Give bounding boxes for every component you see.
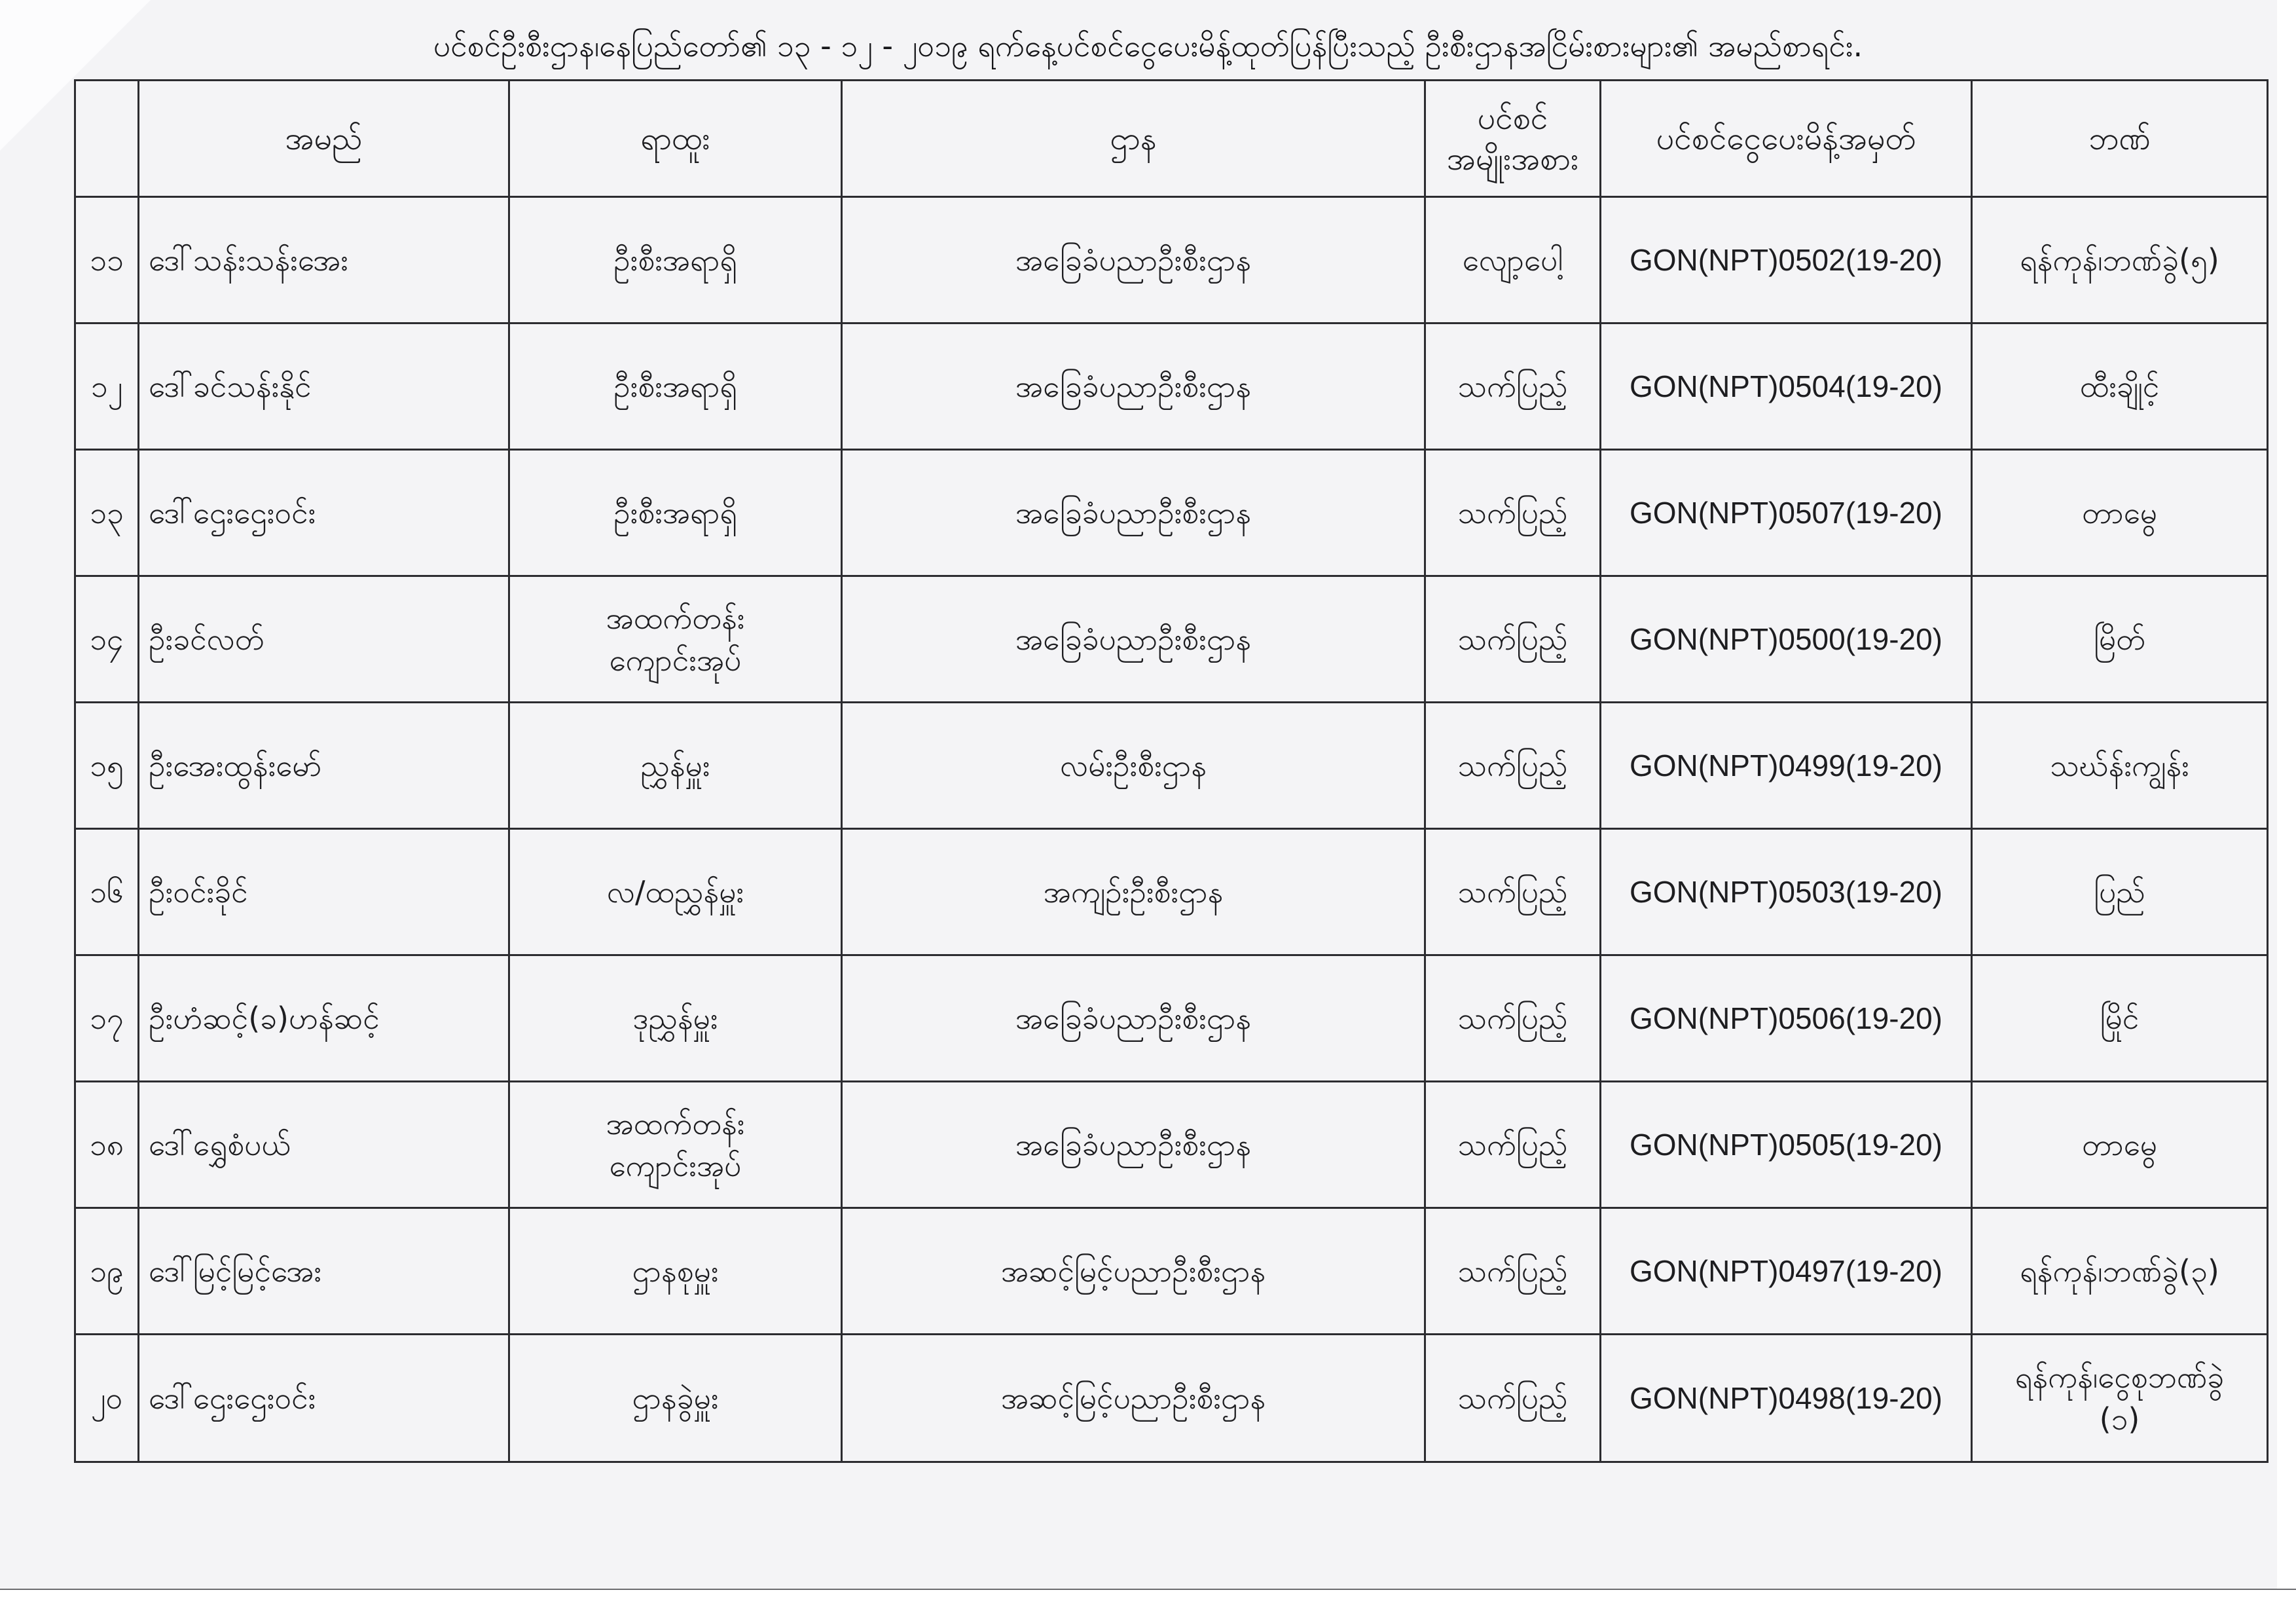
- cell-pension-type: သက်ပြည့်: [1425, 1335, 1601, 1462]
- cell-division: မြိုင်: [1972, 955, 2268, 1082]
- cell-rank: ဦးစီးအရာရှိ: [509, 450, 842, 576]
- cell-department: အခြေခံပညာဦးစီးဌာန: [842, 955, 1425, 1082]
- cell-pension-type: လျော့ပေါ့: [1425, 197, 1601, 323]
- cell-department: အခြေခံပညာဦးစီးဌာန: [842, 450, 1425, 576]
- cell-division: တာမွေ: [1972, 1082, 2268, 1208]
- cell-name: ဒေါ်ခင်သန်းနိုင်: [139, 323, 509, 450]
- cell-rank: အထက်တန်း ကျောင်းအုပ်: [509, 576, 842, 703]
- cell-name: ဒေါ်မြင့်မြင့်အေး: [139, 1208, 509, 1335]
- cell-no: ၁၅: [75, 703, 139, 829]
- cell-division: ပြည်: [1972, 829, 2268, 955]
- cell-rank: ဒုညွှန်မှူး: [509, 955, 842, 1082]
- retiree-table-container: [74, 79, 2267, 1463]
- cell-department: အခြေခံပညာဦးစီးဌာန: [842, 197, 1425, 323]
- cell-name: ဦးဟံဆင့်(ခ)ဟန်ဆင့်: [139, 955, 509, 1082]
- retiree-table: [74, 79, 2269, 1463]
- cell-pension-type: သက်ပြည့်: [1425, 829, 1601, 955]
- header-rank: ရာထူး: [509, 81, 842, 197]
- cell-division: ထီးချိုင့်: [1972, 323, 2268, 450]
- cell-department: လမ်းဦးစီးဌာန: [842, 703, 1425, 829]
- cell-no: ၂၀: [75, 1335, 139, 1462]
- cell-division: ရန်ကုန်၊ဘဏ်ခွဲ(၃): [1972, 1208, 2268, 1335]
- cell-rank: လ/ထညွှန်မှူး: [509, 829, 842, 955]
- cell-pension-type: သက်ပြည့်: [1425, 1082, 1601, 1208]
- cell-rank: အထက်တန်း ကျောင်းအုပ်: [509, 1082, 842, 1208]
- cell-license: GON(NPT)0505(19-20): [1601, 1082, 1972, 1208]
- cell-division: တာမွေ: [1972, 450, 2268, 576]
- table-row: [75, 323, 2268, 450]
- scanner-background: [0, 1590, 2296, 1624]
- table-row: [75, 955, 2268, 1082]
- header-department: ဌာန: [842, 81, 1425, 197]
- cell-name: ဒေါ်ဌေးဌေးဝင်း: [139, 450, 509, 576]
- cell-no: ၁၇: [75, 955, 139, 1082]
- table-row: [75, 829, 2268, 955]
- header-division: ဘဏ်: [1972, 81, 2268, 197]
- table-row: [75, 197, 2268, 323]
- cell-license: GON(NPT)0500(19-20): [1601, 576, 1972, 703]
- header-pension-type: ပင်စင် အမျိုးအစား: [1425, 81, 1601, 197]
- cell-no: ၁၄: [75, 576, 139, 703]
- cell-license: GON(NPT)0497(19-20): [1601, 1208, 1972, 1335]
- cell-no: ၁၆: [75, 829, 139, 955]
- cell-no: ၁၉: [75, 1208, 139, 1335]
- table-row: [75, 450, 2268, 576]
- cell-license: GON(NPT)0502(19-20): [1601, 197, 1972, 323]
- cell-name: ဦးခင်လတ်: [139, 576, 509, 703]
- cell-no: ၁၁: [75, 197, 139, 323]
- cell-license: GON(NPT)0503(19-20): [1601, 829, 1972, 955]
- header-license: ပင်စင်ငွေပေးမိန့်အမှတ်: [1601, 81, 1972, 197]
- cell-pension-type: သက်ပြည့်: [1425, 1208, 1601, 1335]
- cell-rank: ညွှန်မှူး: [509, 703, 842, 829]
- cell-license: GON(NPT)0498(19-20): [1601, 1335, 1972, 1462]
- cell-name: ဒေါ်ရွှေစံပယ်: [139, 1082, 509, 1208]
- cell-name: ဒေါ်ဌေးဌေးဝင်း: [139, 1335, 509, 1462]
- cell-pension-type: သက်ပြည့်: [1425, 955, 1601, 1082]
- table-header-row: [75, 81, 2268, 197]
- table-row: [75, 1208, 2268, 1335]
- cell-pension-type: သက်ပြည့်: [1425, 450, 1601, 576]
- cell-division: ရန်ကုန်၊ဘဏ်ခွဲ(၅): [1972, 197, 2268, 323]
- cell-pension-type: သက်ပြည့်: [1425, 323, 1601, 450]
- cell-license: GON(NPT)0506(19-20): [1601, 955, 1972, 1082]
- cell-rank: ဌာနခွဲမှူး: [509, 1335, 842, 1462]
- cell-department: အခြေခံပညာဦးစီးဌာန: [842, 323, 1425, 450]
- table-row: [75, 1082, 2268, 1208]
- cell-division: သဃ်န်းကျွန်း: [1972, 703, 2268, 829]
- cell-pension-type: သက်ပြည့်: [1425, 576, 1601, 703]
- cell-no: ၁၈: [75, 1082, 139, 1208]
- document-title: ပင်စင်ဦးစီးဌာန၊နေပြည်တော်၏ ၁၃ - ၁၂ - ၂၀၁၉ ရက်နေ့ပင်စင်ငွေပေးမိန့်ထုတ်ပြန်ပြီးသည့် ဦးစီးဌာနအငြိမ်းစားများ၏ အမည်စာရင်း.: [433, 28, 1863, 64]
- header-no: [75, 81, 139, 197]
- cell-no: ၁၃: [75, 450, 139, 576]
- cell-division: မြိတ်: [1972, 576, 2268, 703]
- cell-division: ရန်ကုန်၊ငွေစုဘဏ်ခွဲ (၁): [1972, 1335, 2268, 1462]
- table-row: [75, 1335, 2268, 1462]
- cell-department: အဆင့်မြင့်ပညာဦးစီးဌာန: [842, 1208, 1425, 1335]
- cell-rank: ဦးစီးအရာရှိ: [509, 197, 842, 323]
- table-row: [75, 703, 2268, 829]
- cell-name: ဦးအေးထွန်းမော်: [139, 703, 509, 829]
- table-row: [75, 576, 2268, 703]
- cell-department: အခြေခံပညာဦးစီးဌာန: [842, 1082, 1425, 1208]
- cell-license: GON(NPT)0504(19-20): [1601, 323, 1972, 450]
- header-name: အမည်: [139, 81, 509, 197]
- cell-pension-type: သက်ပြည့်: [1425, 703, 1601, 829]
- cell-license: GON(NPT)0499(19-20): [1601, 703, 1972, 829]
- cell-department: အကျဉ်းဦးစီးဌာန: [842, 829, 1425, 955]
- cell-license: GON(NPT)0507(19-20): [1601, 450, 1972, 576]
- page-margin-strip: [2277, 0, 2296, 1589]
- cell-rank: ဌာနစုမှူး: [509, 1208, 842, 1335]
- cell-rank: ဦးစီးအရာရှိ: [509, 323, 842, 450]
- cell-department: အဆင့်မြင့်ပညာဦးစီးဌာန: [842, 1335, 1425, 1462]
- cell-no: ၁၂: [75, 323, 139, 450]
- cell-name: ဒေါ်သန်းသန်းအေး: [139, 197, 509, 323]
- cell-department: အခြေခံပညာဦးစီးဌာန: [842, 576, 1425, 703]
- cell-name: ဦးဝင်းခိုင်: [139, 829, 509, 955]
